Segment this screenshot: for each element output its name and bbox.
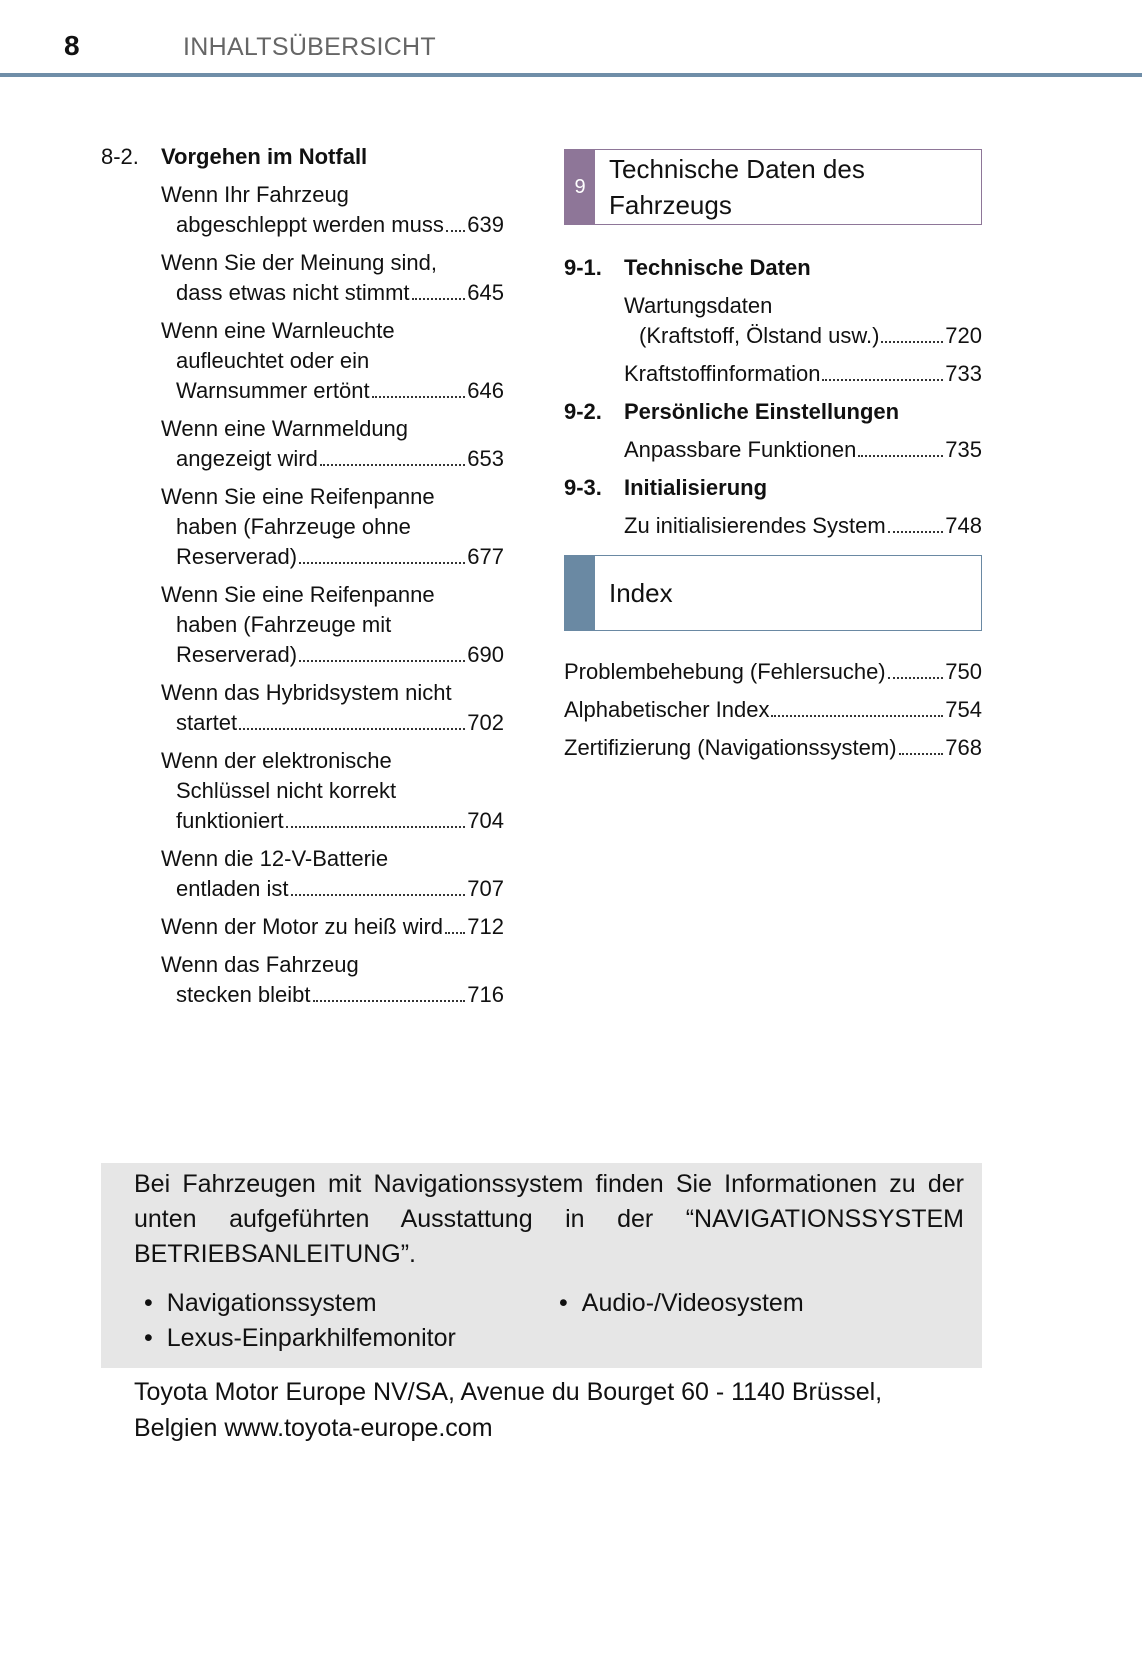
toc-entry-line (161, 248, 504, 278)
toc-entry[interactable] (624, 359, 982, 389)
toc-entry-line (161, 610, 504, 640)
toc-entry-text: Wartungsdaten (624, 293, 773, 318)
toc-entry-text: dass etwas nicht stimmt (176, 280, 410, 305)
toc-entry-line (161, 512, 504, 542)
toc-entry-text: haben (Fahrzeuge mit (176, 612, 392, 637)
toc-entry-line (161, 444, 504, 474)
toc-page-number: 716 (467, 982, 504, 1007)
section-heading (564, 253, 982, 283)
toc-page-number: 707 (467, 876, 504, 901)
section-heading (564, 397, 982, 427)
chapter-box (564, 149, 982, 225)
toc-entry-text: Wenn das Hybridsystem nicht (161, 680, 452, 705)
toc-entry-text: (Kraftstoff, Ölstand usw.) (639, 323, 880, 348)
section-title: Vorgehen im Notfall (161, 144, 368, 169)
chapter-title-line: Fahrzeugs (609, 190, 732, 220)
toc-page-number: 704 (467, 808, 504, 833)
toc-entry-line (624, 435, 982, 465)
section-heading (101, 142, 504, 172)
toc-entry-text: Problembehebung (Fehlersuche) (564, 659, 886, 684)
toc-entry-text: stecken bleibt (176, 982, 311, 1007)
toc-entry[interactable] (161, 316, 504, 406)
toc-entry-line (161, 278, 504, 308)
section-title: Technische Daten (624, 255, 811, 280)
toc-page-number: 712 (467, 914, 504, 939)
toc-page-number: 653 (467, 446, 504, 471)
toc-page-number: 768 (945, 735, 982, 760)
toc-entry-text: startet (176, 710, 238, 735)
header-title: INHALTSÜBERSICHT (183, 33, 436, 61)
toc-entry[interactable] (161, 912, 504, 942)
toc-entry-line (624, 321, 982, 351)
toc-entry-line (161, 210, 504, 240)
toc-page-number: 748 (945, 513, 982, 538)
index-title[interactable]: Index (609, 578, 673, 608)
toc-entry-line (624, 511, 982, 541)
dot-leader (881, 341, 943, 343)
toc-entry-line (624, 359, 982, 389)
section-number: 9-1. (564, 255, 602, 280)
toc-page-number: 690 (467, 642, 504, 667)
index-tab (565, 556, 595, 630)
toc-entry-text: Reserverad) (176, 544, 298, 569)
toc-entry[interactable] (161, 180, 504, 240)
toc-entry[interactable] (161, 414, 504, 474)
navigation-note (101, 1163, 982, 1368)
toc-entry[interactable] (161, 950, 504, 1010)
toc-entry-line (161, 542, 504, 572)
toc-entry-line (564, 657, 982, 687)
toc-entry[interactable] (624, 511, 982, 541)
toc-page-number: 677 (467, 544, 504, 569)
toc-entry-text: funktioniert (176, 808, 284, 833)
toc-entry-text: Wenn die 12-V-Batterie (161, 846, 389, 871)
footer-line: Toyota Motor Europe NV/SA, Avenue du Bourget 60 - 1140 Brüssel, (134, 1378, 883, 1406)
bullet-item: • Navigationssystem (144, 1289, 377, 1317)
page-number: 8 (64, 30, 80, 61)
toc-entry-text: Wenn eine Warnleuchte (161, 318, 395, 343)
toc-page-number: 754 (945, 697, 982, 722)
toc-entry-text: aufleuchtet oder ein (176, 348, 370, 373)
dot-leader (291, 894, 466, 896)
section-number: 8-2. (101, 144, 139, 169)
toc-entry-line (161, 482, 504, 512)
toc-entry-text: Zu initialisierendes System (624, 513, 886, 538)
toc-entry-line (161, 708, 504, 738)
dot-leader (446, 230, 465, 232)
toc-entry[interactable] (564, 657, 982, 687)
dot-leader (888, 677, 944, 679)
footer-line: Belgien www.toyota-europe.com (134, 1414, 493, 1442)
toc-entry[interactable] (624, 435, 982, 465)
toc-page-number: 702 (467, 710, 504, 735)
dot-leader (299, 562, 465, 564)
toc-entry-text: haben (Fahrzeuge ohne (176, 514, 411, 539)
toc-entry-text: Reserverad) (176, 642, 298, 667)
bullet-row (134, 1286, 964, 1321)
chapter-title[interactable] (595, 150, 879, 224)
header-rule (0, 73, 1142, 77)
toc-entry-line (161, 414, 504, 444)
dot-leader (858, 455, 943, 457)
toc-page-number: 750 (945, 659, 982, 684)
bullet-item: • Lexus-Einparkhilfemonitor (144, 1324, 456, 1352)
toc-entry[interactable] (161, 678, 504, 738)
right-column (564, 149, 982, 771)
toc-page-number: 733 (945, 361, 982, 386)
section-number: 9-3. (564, 475, 602, 500)
toc-entry-text: Wenn Sie eine Reifenpanne (161, 582, 435, 607)
toc-entry-text: Kraftstoffinformation (624, 361, 821, 386)
chapter-title-line: Technische Daten des (609, 154, 865, 184)
toc-entry-text: abgeschleppt werden muss (176, 212, 444, 237)
toc-entry-line (161, 346, 504, 376)
dot-leader (888, 531, 944, 533)
dot-leader (899, 753, 944, 755)
toc-entry-line (624, 291, 982, 321)
toc-entry-line (161, 580, 504, 610)
toc-entry-line (161, 776, 504, 806)
toc-entry[interactable] (161, 844, 504, 904)
dot-leader (313, 1000, 466, 1002)
toc-entry[interactable] (161, 580, 504, 670)
toc-page-number: 735 (945, 437, 982, 462)
toc-entry-line (161, 678, 504, 708)
footer-address (134, 1374, 882, 1446)
toc-entry-line (161, 980, 504, 1010)
dot-leader (299, 660, 465, 662)
dot-leader (822, 379, 943, 381)
toc-entry-text: Warnsummer ertönt (176, 378, 370, 403)
toc-entry[interactable] (624, 291, 982, 351)
dot-leader (445, 932, 465, 934)
toc-entry-line (161, 376, 504, 406)
dot-leader (320, 464, 465, 466)
bullet-row (134, 1321, 964, 1356)
dot-leader (239, 728, 465, 730)
toc-entry-text: angezeigt wird (176, 446, 318, 471)
chapter-number: 9 (565, 150, 595, 224)
toc-page-number: 646 (467, 378, 504, 403)
index-box (564, 555, 982, 631)
toc-entry-text: Anpassbare Funktionen (624, 437, 857, 462)
toc-entry[interactable] (161, 746, 504, 836)
toc-entry-line (161, 746, 504, 776)
toc-entry-text: Wenn Sie der Meinung sind, (161, 250, 437, 275)
toc-entry-text: Wenn Sie eine Reifenpanne (161, 484, 435, 509)
section-number: 9-2. (564, 399, 602, 424)
toc-entry-line (161, 180, 504, 210)
toc-entry[interactable] (564, 733, 982, 763)
toc-entry-text: Wenn Ihr Fahrzeug (161, 182, 349, 207)
note-text: Bei Fahrzeugen mit Navigationssystem finden Sie Informationen zu der unten aufgeführten Ausstattung in der “NAVIGATIONSSYSTEM BETRIEBSANLEITUNG”. (134, 1170, 964, 1268)
section-title: Initialisierung (624, 475, 768, 500)
toc-entry-text: Wenn der elektronische (161, 748, 392, 773)
toc-entry-text: Wenn der Motor zu heiß wird (161, 914, 444, 939)
toc-entry[interactable] (564, 695, 982, 725)
toc-entry-line (161, 844, 504, 874)
toc-entry-text: Schlüssel nicht korrekt (176, 778, 397, 803)
toc-entry-text: Wenn das Fahrzeug (161, 952, 359, 977)
left-column (101, 142, 504, 1018)
dot-leader (372, 396, 466, 398)
dot-leader (412, 298, 466, 300)
toc-entry-text: Alphabetischer Index (564, 697, 770, 722)
toc-page-number: 639 (467, 212, 504, 237)
dot-leader (286, 826, 466, 828)
toc-entry[interactable] (161, 248, 504, 308)
toc-page-number: 645 (467, 280, 504, 305)
toc-entry-line (161, 874, 504, 904)
dot-leader (771, 715, 943, 717)
section-heading (564, 473, 982, 503)
section-title: Persönliche Einstellungen (624, 399, 900, 424)
toc-entry-line (161, 640, 504, 670)
toc-entry-line (161, 912, 504, 942)
toc-entry-line (161, 316, 504, 346)
toc-entry-line (161, 806, 504, 836)
toc-entry-text: entladen ist (176, 876, 289, 901)
toc-entry-text: Zertifizierung (Navigationssystem) (564, 735, 897, 760)
toc-entry-line (161, 950, 504, 980)
toc-entry-line (564, 695, 982, 725)
toc-entry-line (564, 733, 982, 763)
toc-entry-text: Wenn eine Warnmeldung (161, 416, 409, 441)
toc-page-number: 720 (945, 323, 982, 348)
bullet-item: • Audio-/Videosystem (559, 1289, 804, 1317)
toc-entry[interactable] (161, 482, 504, 572)
